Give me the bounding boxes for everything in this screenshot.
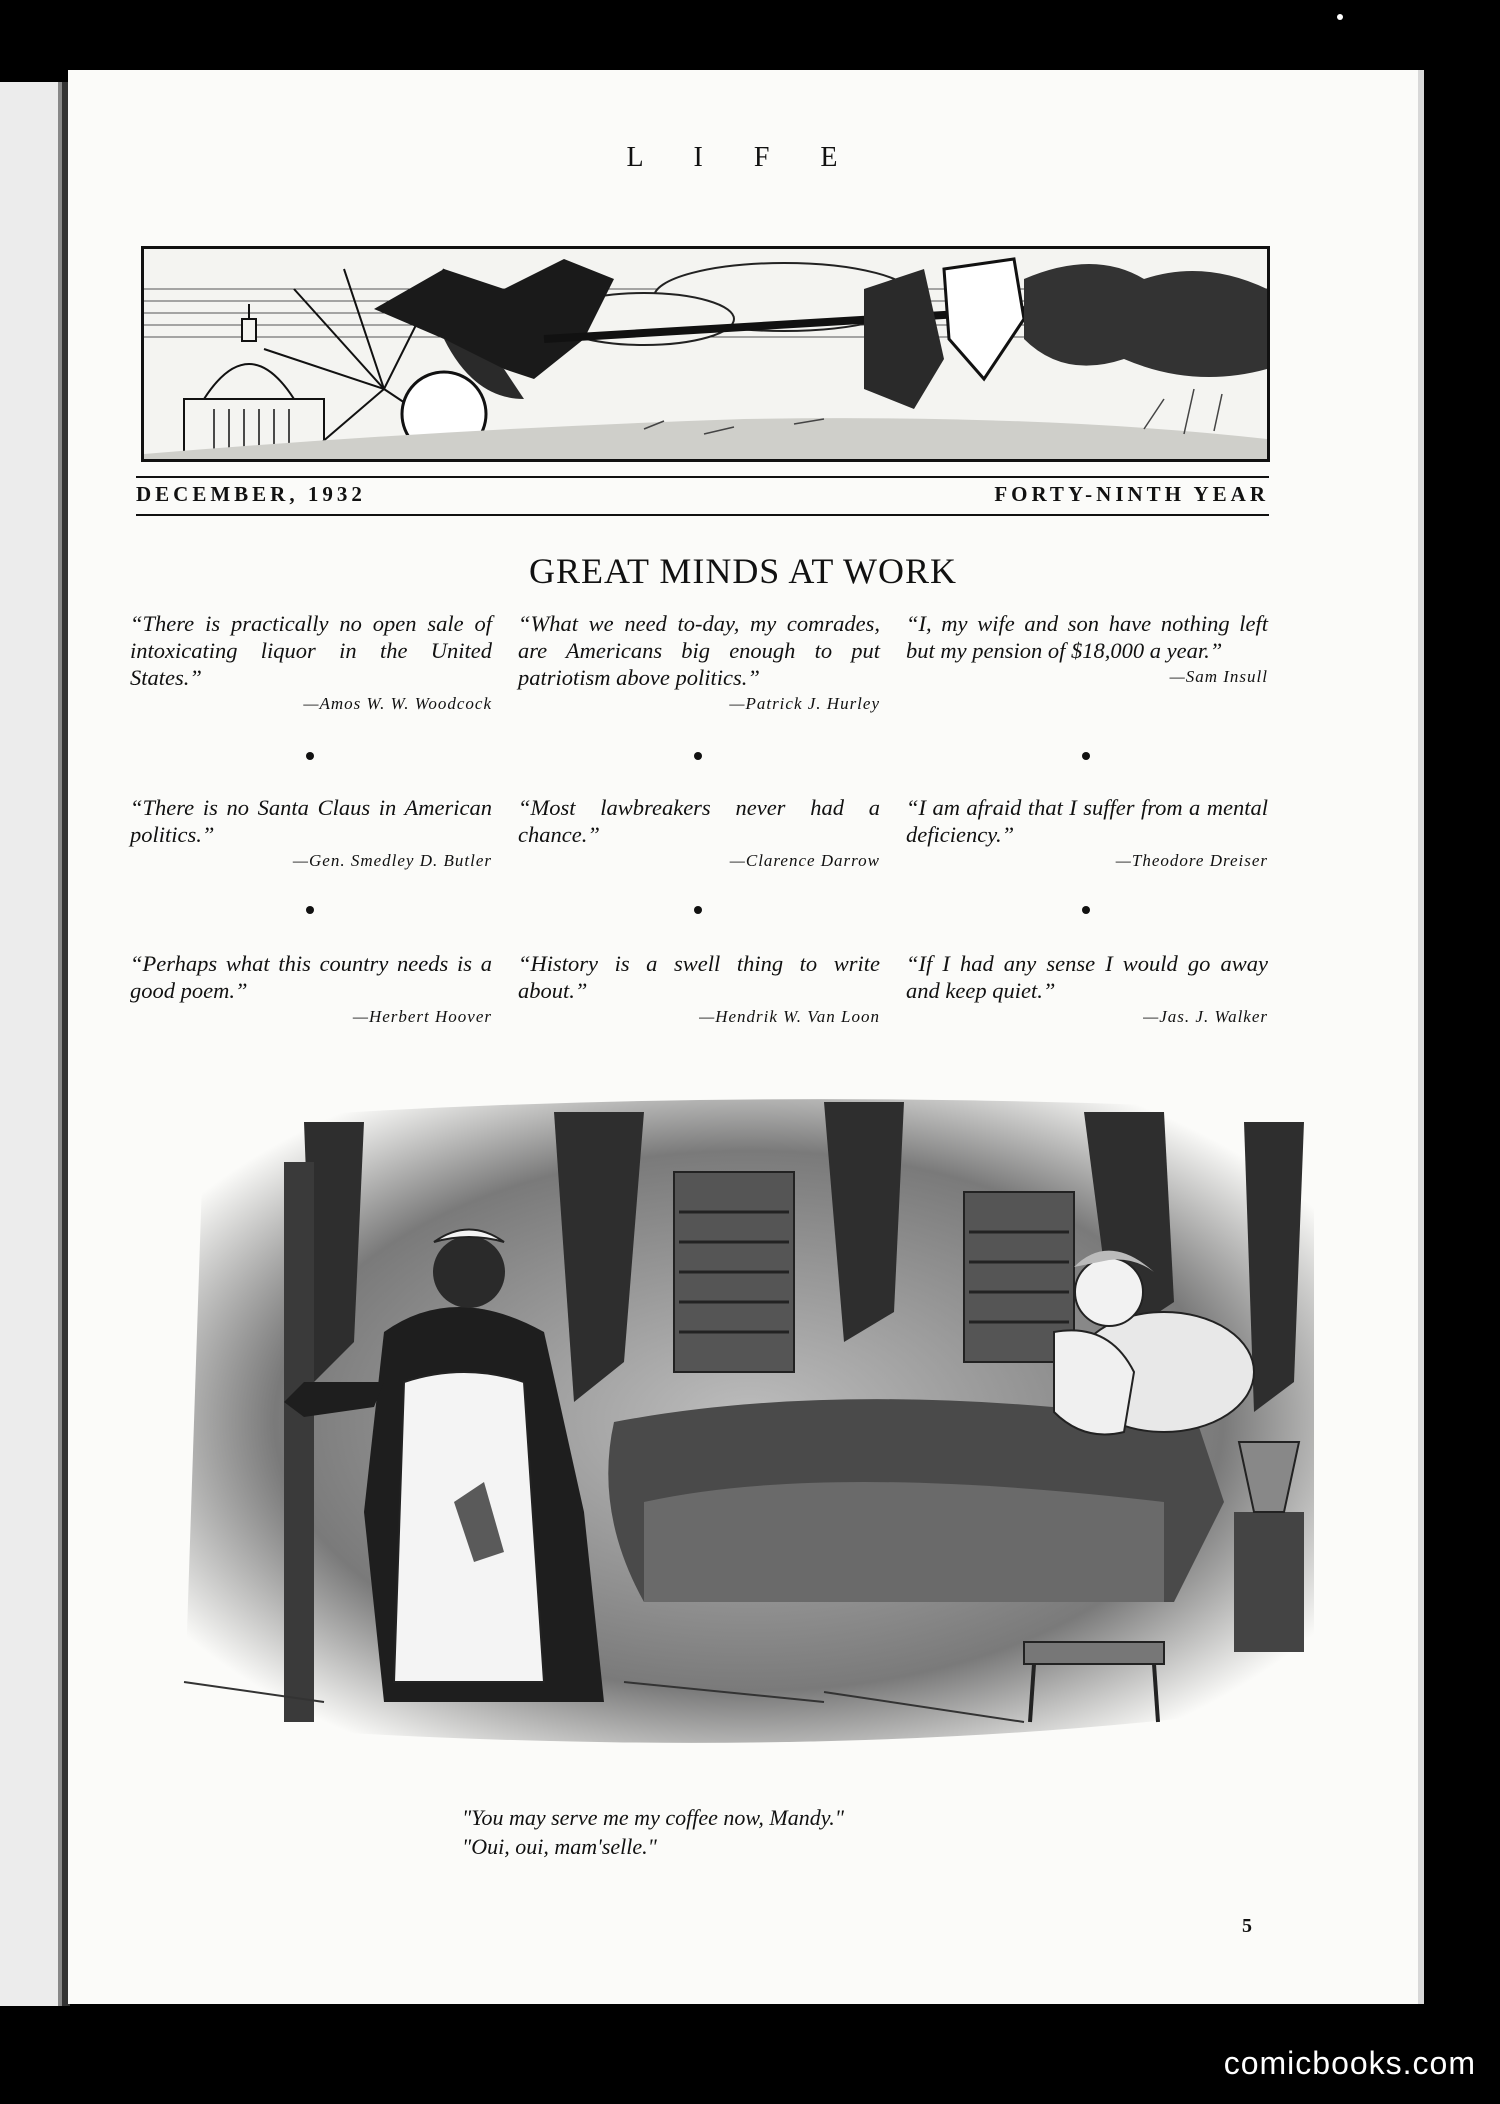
cartoon-caption (462, 1803, 844, 1861)
separator-bullet (1082, 752, 1090, 760)
separator-bullet (306, 752, 314, 760)
feature-title: GREAT MINDS AT WORK (528, 551, 958, 591)
separator-bullet (1082, 906, 1090, 914)
watermark: comicbooks.com (1223, 2045, 1476, 2081)
quote-author: —Jas. J. Walker (1143, 1007, 1268, 1026)
page-number: 5 (1242, 1915, 1252, 1937)
quote-text: “Most lawbreakers never had a chance.” (518, 795, 880, 847)
volume-year: FORTY-NINTH YEAR (994, 482, 1269, 506)
separator-bullet (306, 906, 314, 914)
quote-block (130, 950, 492, 1030)
quote-text: “There is no Santa Claus in American politics.” (130, 795, 492, 847)
quote-text: “Perhaps what this country needs is a good poem.” (130, 951, 492, 1003)
quote-block (906, 794, 1268, 874)
quote-author: —Hendrik W. Van Loon (699, 1007, 880, 1026)
quote-author: —Sam Insull (1169, 667, 1268, 686)
dust-speck (1337, 14, 1343, 20)
quote-block (130, 610, 492, 717)
quote-block (518, 794, 880, 874)
running-head: L I F E (626, 142, 860, 173)
separator-bullet (694, 906, 702, 914)
caption-line: "You may serve me my coffee now, Mandy." (462, 1805, 845, 1830)
quote-author: —Amos W. W. Woodcock (303, 694, 492, 713)
quote-text: “I, my wife and son have nothing left but my pension of $18,000 a year.” (906, 611, 1268, 663)
issue-date: DECEMBER, 1932 (136, 482, 366, 506)
quote-text: “I am afraid that I suffer from a mental deficiency.” (906, 795, 1268, 847)
magazine-page (68, 70, 1424, 2004)
quote-author: —Clarence Darrow (729, 851, 880, 870)
quote-text: “There is practically no open sale of intoxicating liquor in the United States.” (130, 611, 492, 690)
quote-text: “If I had any sense I would go away and keep quiet.” (906, 951, 1268, 1003)
quote-block (906, 950, 1268, 1030)
rule-top (136, 476, 1269, 478)
quote-author: —Gen. Smedley D. Butler (292, 851, 492, 870)
quote-block (518, 950, 880, 1030)
rule-bottom (136, 514, 1269, 516)
quote-text: “History is a swell thing to write about.” (518, 951, 880, 1003)
caption-line: "Oui, oui, mam'selle." (462, 1834, 657, 1859)
quote-author: —Theodore Dreiser (1115, 851, 1268, 870)
cartoon-illustration (124, 1082, 1337, 1782)
quote-block (518, 610, 880, 717)
masthead-illustration (141, 246, 1270, 462)
previous-page-edge (0, 82, 62, 2006)
quote-block (130, 794, 492, 874)
quote-author: —Herbert Hoover (352, 1007, 492, 1026)
separator-bullet (694, 752, 702, 760)
quote-author: —Patrick J. Hurley (729, 694, 880, 713)
quote-block (906, 610, 1268, 690)
quote-text: “What we need to-day, my comrades, are Americans big enough to put patriotism above politics.” (518, 611, 880, 690)
